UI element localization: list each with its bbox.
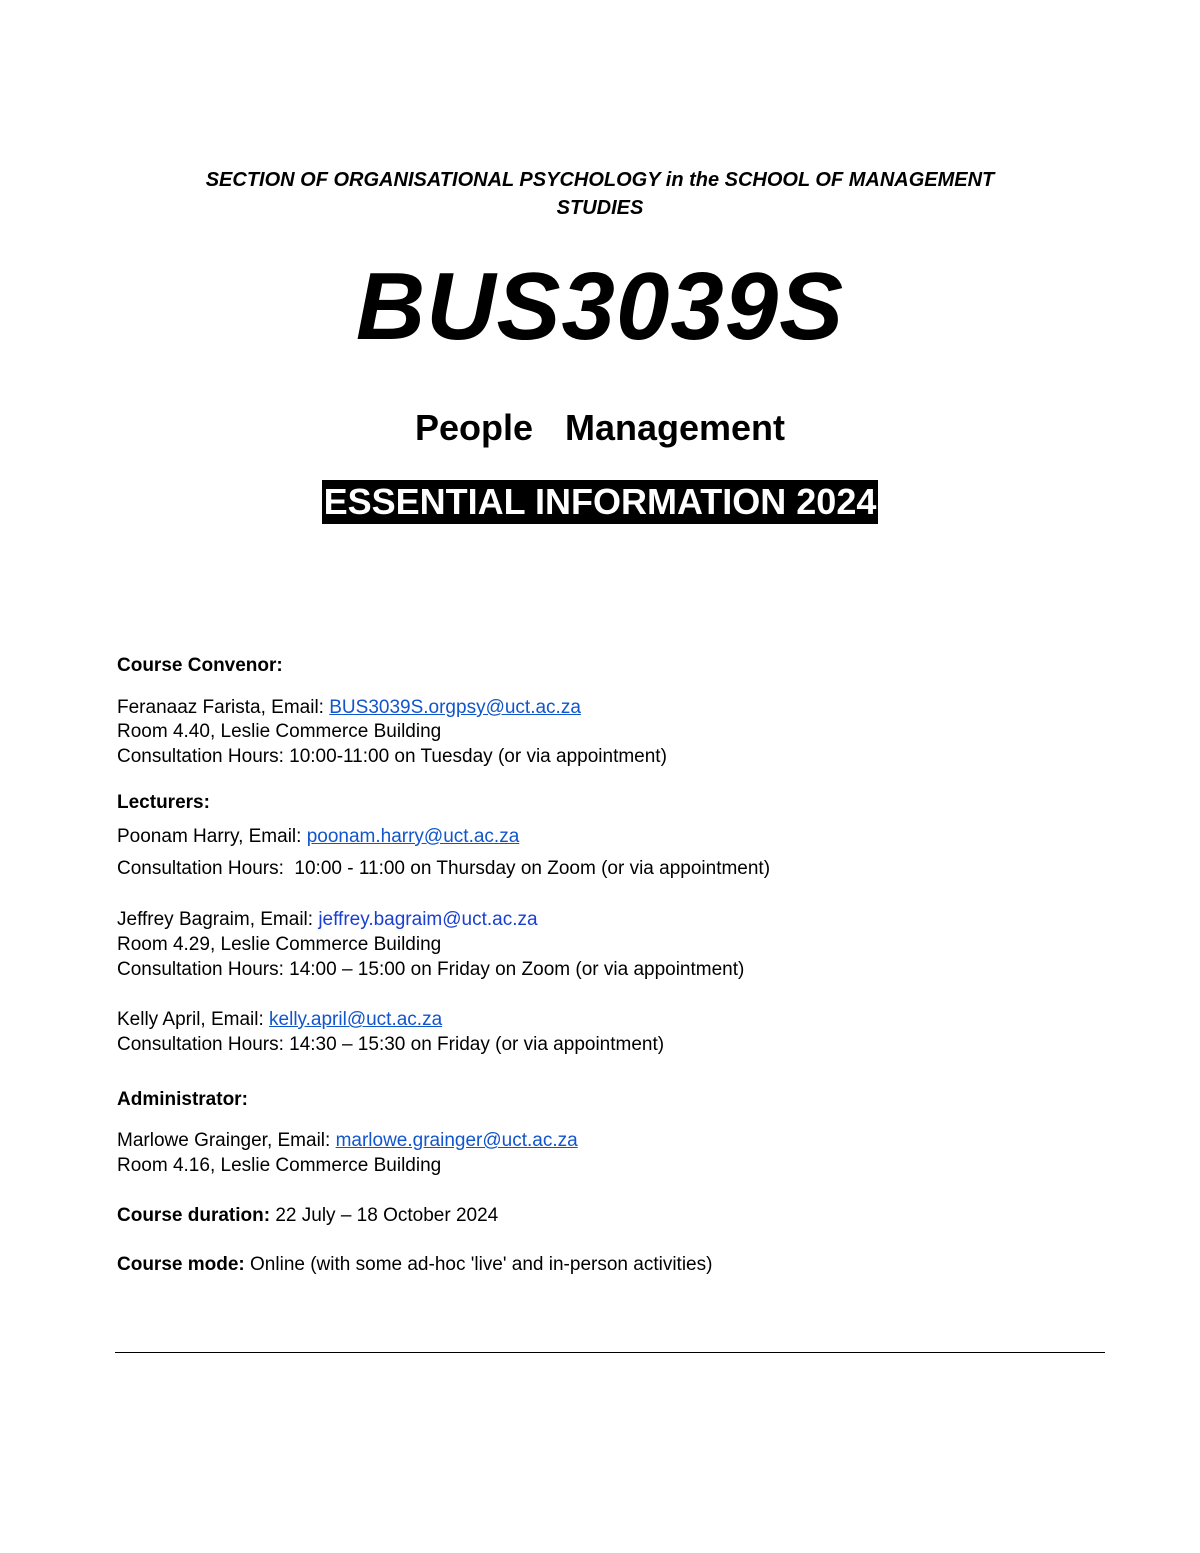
convenor-heading: Course Convenor: [117,655,283,676]
essential-info-banner: ESSENTIAL INFORMATION 2024 [323,481,877,522]
lecturer-email-link[interactable]: poonam.harry@uct.ac.za [306,826,520,847]
course-name: People Management [414,407,786,448]
footer-divider [115,1352,1105,1353]
lecturer-contact-line [117,825,519,849]
section-heading-line-2: STUDIES [556,197,644,219]
section-heading [150,166,1050,222]
course-duration-line [117,1204,498,1228]
lecturer-hours: Consultation Hours: 14:30 – 15:30 on Friday (or via appointment) [117,1034,665,1055]
lecturers-heading: Lecturers: [117,792,210,813]
administrator-heading: Administrator: [117,1089,248,1110]
convenor-name: Feranaaz Farista, Email: [117,697,330,718]
course-duration-label: Course duration: [117,1205,271,1226]
convenor-hours: Consultation Hours: 10:00-11:00 on Tuesday (or via appointment) [117,746,667,767]
essential-info-banner-wrap [0,480,1200,524]
course-mode-value: Online (with some ad-hoc 'live' and in-person activities) [244,1254,713,1275]
lecturer-room: Room 4.29, Leslie Commerce Building [117,934,442,955]
convenor-email-link[interactable]: BUS3039S.orgpsy@uct.ac.za [329,697,581,718]
section-heading-line-1: SECTION OF ORGANISATIONAL PSYCHOLOGY in the SCHOOL OF MANAGEMENT [205,169,995,191]
lecturer-email-link[interactable]: kelly.april@uct.ac.za [269,1009,443,1030]
administrator-email-link[interactable]: marlowe.grainger@uct.ac.za [335,1130,578,1151]
lecturer-hours: Consultation Hours: 10:00 - 11:00 on Thursday on Zoom (or via appointment) [117,858,771,879]
administrator-contact-line [117,1129,578,1153]
course-mode-label: Course mode: [117,1254,245,1275]
convenor-room: Room 4.40, Leslie Commerce Building [117,721,442,742]
lecturer-hours: Consultation Hours: 14:00 – 15:00 on Friday on Zoom (or via appointment) [117,959,745,980]
administrator-room: Room 4.16, Leslie Commerce Building [117,1155,442,1176]
course-code-title: BUS3039S [355,253,845,360]
administrator-name: Marlowe Grainger, Email: [117,1130,336,1151]
lecturer-name: Jeffrey Bagraim, Email: [117,909,319,930]
lecturer-contact-line [117,1008,442,1032]
course-duration-value: 22 July – 18 October 2024 [270,1205,499,1226]
course-mode-line [117,1253,712,1277]
lecturer-contact-line [117,908,538,932]
lecturer-name: Poonam Harry, Email: [117,826,307,847]
lecturer-email-link[interactable]: jeffrey.bagraim@uct.ac.za [318,909,538,930]
convenor-contact-line [117,696,581,720]
lecturer-name: Kelly April, Email: [117,1009,270,1030]
